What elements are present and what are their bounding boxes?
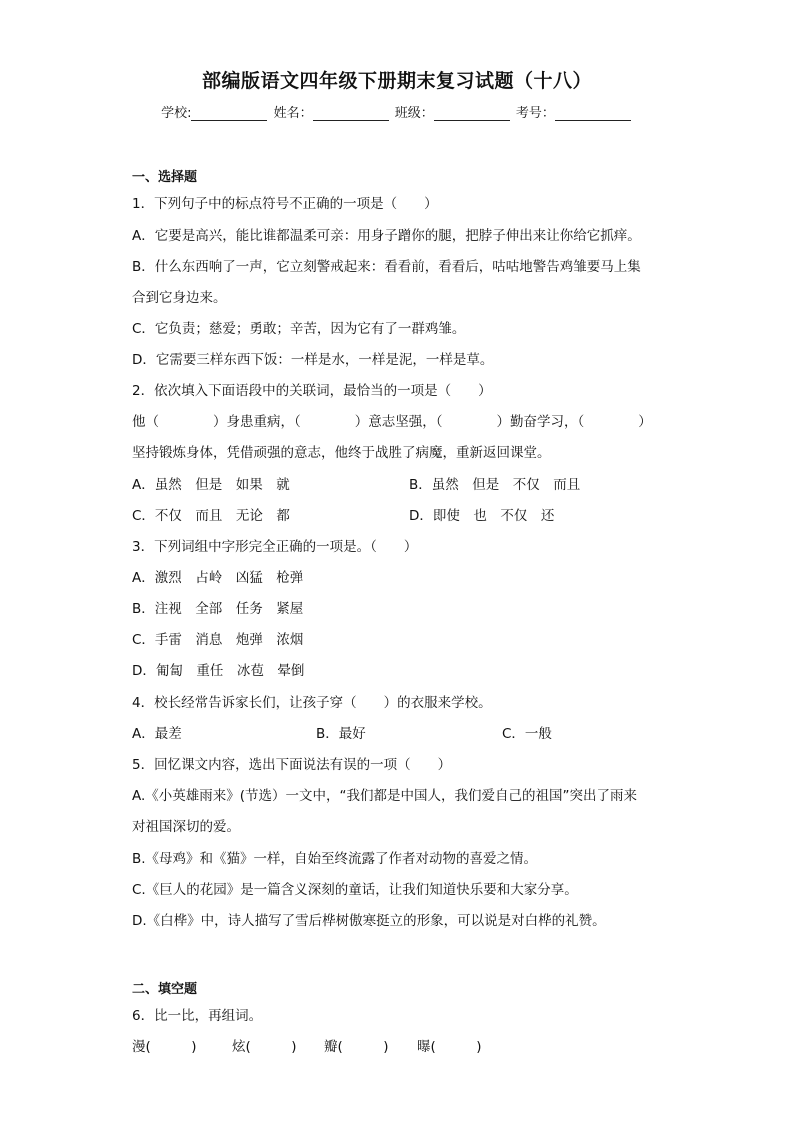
number-blank[interactable] [555,106,631,121]
q5-option-c: C.《巨人的花园》是一篇含义深刻的童话，让我们知道快乐要和大家分享。 [132,882,578,898]
q1-option-b-cont: 合到它身边来。 [132,290,227,306]
q2-passage-1: 他（ ）身患重病，（ ）意志坚强，（ ）勤奋学习，（ ） [132,414,652,430]
page-title: 部编版语文四年级下册期末复习试题（十八） [201,70,592,92]
q1-option-b: B．什么东西响了一声，它立刻警戒起来：看看前，看看后，咕咕地警告鸡雏要马上集 [132,259,641,275]
q5-option-a-cont: 对祖国深切的爱。 [132,819,240,835]
q3-option-b: B．注视 全部 任务 紧屋 [132,601,304,617]
class-label: 班级： [394,106,434,121]
q2-option-d: D．即使 也 不仅 还 [409,508,555,524]
section-choice-heading: 一、选择题 [132,170,198,185]
q2-option-c: C．不仅 而且 无论 都 [132,508,290,524]
q1-option-a: A．它要是高兴，能比谁都温柔可亲：用身子蹭你的腿，把脖子伸出来让你给它抓痒。 [132,228,641,244]
name-label: 姓名： [273,106,313,121]
q6-item-1[interactable]: 漫( ) [132,1039,197,1055]
q4-option-a: A．最差 [132,726,182,742]
student-info-row [0,102,794,121]
q2-passage-2: 坚持锻炼身体，凭借顽强的意志，他终于战胜了病魔，重新返回课堂。 [132,445,551,461]
number-label: 考号： [515,106,555,121]
q3-stem: 3．下列词组中字形完全正确的一项是。（ ） [132,539,418,555]
q5-option-d: D.《白桦》中，诗人描写了雪后桦树傲寒挺立的形象，可以说是对白桦的礼赞。 [132,913,606,929]
q6-stem: 6．比一比，再组词。 [132,1008,263,1024]
q4-stem: 4．校长经常告诉家长们，让孩子穿（ ）的衣服来学校。 [132,695,492,711]
q3-option-d: D．匍匐 重任 冰苞 晕倒 [132,663,305,679]
q4-option-c: C．一般 [502,726,552,742]
q1-option-c: C．它负责；慈爱；勇敢；辛苦，因为它有了一群鸡雏。 [132,321,466,337]
name-blank[interactable] [313,106,389,121]
q3-option-c: C．手雷 消息 炮弹 浓烟 [132,632,304,648]
q2-stem: 2．依次填入下面语段中的关联词，最恰当的一项是（ ） [132,383,492,399]
section-fill-heading: 二、填空题 [132,982,198,997]
q1-stem: 1．下列句子中的标点符号不正确的一项是（ ） [132,196,438,212]
class-blank[interactable] [434,106,510,121]
q2-option-a: A．虽然 但是 如果 就 [132,477,290,493]
q1-option-d: D．它需要三样东西下饭：一样是水，一样是泥，一样是草。 [132,352,494,368]
q6-item-2[interactable]: 炫( ) [232,1039,297,1055]
school-blank[interactable] [191,106,267,121]
q6-item-4[interactable]: 曝( ) [417,1039,482,1055]
q3-option-a: A．激烈 占岭 凶猛 枪弹 [132,570,304,586]
q5-option-b: B.《母鸡》和《猫》一样，自始至终流露了作者对动物的喜爱之情。 [132,851,538,867]
school-label: 学校: [161,106,192,121]
q5-stem: 5．回忆课文内容，选出下面说法有误的一项（ ） [132,757,452,773]
q6-item-3[interactable]: 瓣( ) [324,1039,389,1055]
q2-option-b: B．虽然 但是 不仅 而且 [409,477,581,493]
q4-option-b: B．最好 [316,726,366,742]
q5-option-a: A.《小英雄雨来》(节选）一文中，“我们都是中国人，我们爱自己的祖国”突出了雨来 [132,788,638,804]
